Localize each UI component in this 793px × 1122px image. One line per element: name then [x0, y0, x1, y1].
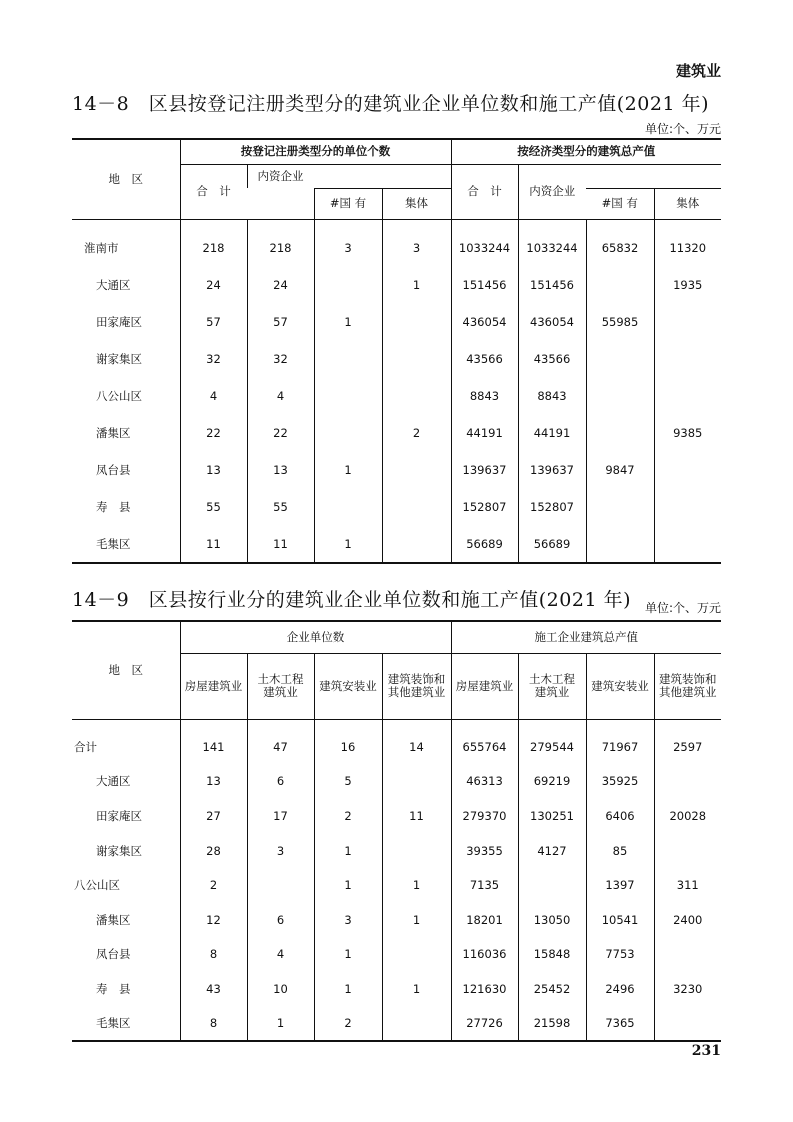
value-cell: 10 [247, 972, 314, 1007]
value-cell: 1033244 [451, 230, 518, 267]
value-cell: 57 [180, 304, 247, 341]
value-cell: 1 [314, 868, 382, 903]
value-cell: 2496 [586, 972, 654, 1007]
value-cell [382, 452, 451, 489]
value-cell [586, 489, 654, 526]
value-cell: 2 [314, 1006, 382, 1041]
value-cell: 1 [314, 972, 382, 1007]
value-cell: 21598 [518, 1006, 586, 1041]
value-cell: 24 [180, 267, 247, 304]
table1-collective-a-header: 集体 [382, 188, 451, 219]
value-cell: 7753 [586, 937, 654, 972]
value-cell [654, 1006, 721, 1041]
value-cell [247, 868, 314, 903]
table2-decor-a-header: 建筑装饰和 其他建筑业 [382, 653, 451, 719]
value-cell: 15848 [518, 937, 586, 972]
table2 [72, 620, 721, 1042]
table-row [72, 868, 721, 903]
table1-total-b-header: 合 计 [451, 164, 518, 219]
section-tag: 建筑业 [675, 62, 721, 80]
value-cell: 28 [180, 833, 247, 868]
table-row [72, 489, 721, 526]
table-row [72, 799, 721, 834]
value-cell: 32 [180, 341, 247, 378]
value-cell: 139637 [451, 452, 518, 489]
table2-civil-b-header: 土木工程 建筑业 [518, 653, 586, 719]
value-cell: 2 [382, 415, 451, 452]
value-cell: 46313 [451, 764, 518, 799]
table-row [72, 902, 721, 937]
value-cell: 1 [382, 972, 451, 1007]
table2-civil-a-header: 土木工程 建筑业 [247, 653, 314, 719]
value-cell: 4 [247, 937, 314, 972]
value-cell: 39355 [451, 833, 518, 868]
value-cell [586, 526, 654, 563]
value-cell: 279370 [451, 799, 518, 834]
value-cell: 121630 [451, 972, 518, 1007]
value-cell: 655764 [451, 730, 518, 765]
value-cell [518, 868, 586, 903]
value-cell: 4127 [518, 833, 586, 868]
value-cell: 116036 [451, 937, 518, 972]
page-number: 231 [691, 1043, 721, 1059]
region-cell: 谢家集区 [96, 843, 142, 858]
value-cell [654, 489, 721, 526]
value-cell: 20028 [654, 799, 721, 834]
table-row [72, 1006, 721, 1041]
region-cell: 田家庵区 [96, 808, 142, 823]
value-cell: 152807 [451, 489, 518, 526]
value-cell [382, 526, 451, 563]
value-cell: 35925 [586, 764, 654, 799]
table2-install-a-header: 建筑安装业 [314, 653, 382, 719]
region-cell: 合计 [74, 739, 97, 754]
table-row [72, 378, 721, 415]
value-cell [586, 378, 654, 415]
value-cell: 139637 [518, 452, 586, 489]
value-cell [654, 304, 721, 341]
value-cell: 436054 [518, 304, 586, 341]
value-cell: 47 [247, 730, 314, 765]
value-cell: 8 [180, 937, 247, 972]
table-row [72, 341, 721, 378]
value-cell: 218 [247, 230, 314, 267]
value-cell: 3 [314, 902, 382, 937]
table-row [72, 526, 721, 563]
value-cell: 22 [247, 415, 314, 452]
value-cell: 9847 [586, 452, 654, 489]
value-cell: 43 [180, 972, 247, 1007]
value-cell [654, 937, 721, 972]
value-cell: 7135 [451, 868, 518, 903]
value-cell: 85 [586, 833, 654, 868]
value-cell: 13 [247, 452, 314, 489]
value-cell: 13050 [518, 902, 586, 937]
value-cell: 1 [314, 526, 382, 563]
value-cell [382, 764, 451, 799]
value-cell: 56689 [518, 526, 586, 563]
value-cell: 27 [180, 799, 247, 834]
value-cell: 1 [314, 833, 382, 868]
value-cell: 311 [654, 868, 721, 903]
value-cell [382, 1006, 451, 1041]
table2-group-a-header: 企业单位数 [180, 621, 451, 653]
region-cell: 寿 县 [96, 500, 131, 514]
table1-group-b-header: 按经济类型分的建筑总产值 [451, 139, 721, 164]
region-cell: 寿 县 [96, 981, 131, 996]
value-cell: 32 [247, 341, 314, 378]
value-cell [654, 452, 721, 489]
table1-domestic-b-header: 内资企业 [518, 164, 586, 219]
value-cell: 130251 [518, 799, 586, 834]
value-cell: 13 [180, 452, 247, 489]
value-cell: 43566 [518, 341, 586, 378]
table-row [72, 730, 721, 765]
value-cell: 1 [247, 1006, 314, 1041]
value-cell: 1 [382, 902, 451, 937]
value-cell: 1 [382, 868, 451, 903]
value-cell: 3 [382, 230, 451, 267]
value-cell: 27726 [451, 1006, 518, 1041]
region-cell: 潘集区 [96, 426, 131, 440]
value-cell: 7365 [586, 1006, 654, 1041]
table1-state-a-header: #国 有 [314, 188, 382, 219]
value-cell: 151456 [451, 267, 518, 304]
value-cell: 16 [314, 730, 382, 765]
value-cell: 65832 [586, 230, 654, 267]
value-cell [382, 833, 451, 868]
value-cell: 57 [247, 304, 314, 341]
region-cell: 谢家集区 [96, 352, 142, 366]
value-cell [654, 764, 721, 799]
table-row [72, 452, 721, 489]
value-cell: 25452 [518, 972, 586, 1007]
table1-group-a-header: 按登记注册类型分的单位个数 [180, 139, 451, 164]
value-cell: 69219 [518, 764, 586, 799]
table-row [72, 764, 721, 799]
table1-domestic-a-header: 内资企业 [247, 164, 451, 188]
value-cell: 5 [314, 764, 382, 799]
value-cell [382, 378, 451, 415]
value-cell [382, 489, 451, 526]
value-cell: 11 [247, 526, 314, 563]
table2-group-b-header: 施工企业建筑总产值 [451, 621, 721, 653]
value-cell [654, 341, 721, 378]
table2-install-b-header: 建筑安装业 [586, 653, 654, 719]
region-cell: 田家庵区 [96, 315, 142, 329]
region-cell: 大通区 [96, 774, 131, 789]
value-cell: 8843 [518, 378, 586, 415]
value-cell: 44191 [518, 415, 586, 452]
value-cell [314, 415, 382, 452]
value-cell: 24 [247, 267, 314, 304]
table-row [72, 415, 721, 452]
value-cell: 6406 [586, 799, 654, 834]
value-cell: 11 [180, 526, 247, 563]
table-row [72, 937, 721, 972]
value-cell: 10541 [586, 902, 654, 937]
value-cell [314, 378, 382, 415]
value-cell: 141 [180, 730, 247, 765]
value-cell [586, 267, 654, 304]
table-row [72, 230, 721, 267]
value-cell: 1397 [586, 868, 654, 903]
table-row [72, 267, 721, 304]
value-cell: 44191 [451, 415, 518, 452]
value-cell: 152807 [518, 489, 586, 526]
value-cell: 55 [180, 489, 247, 526]
value-cell: 12 [180, 902, 247, 937]
value-cell [654, 378, 721, 415]
value-cell [314, 489, 382, 526]
value-cell: 43566 [451, 341, 518, 378]
value-cell [314, 267, 382, 304]
table1-collective-b-header: 集体 [654, 188, 721, 219]
value-cell: 3 [314, 230, 382, 267]
value-cell: 1 [314, 304, 382, 341]
value-cell: 71967 [586, 730, 654, 765]
value-cell [382, 304, 451, 341]
value-cell: 9385 [654, 415, 721, 452]
region-cell: 淮南市 [84, 241, 119, 255]
region-cell: 毛集区 [96, 536, 131, 551]
value-cell: 2597 [654, 730, 721, 765]
value-cell: 17 [247, 799, 314, 834]
region-cell: 八公山区 [96, 389, 142, 403]
table1 [72, 138, 721, 564]
table-row [72, 833, 721, 868]
value-cell: 11 [382, 799, 451, 834]
value-cell: 55 [247, 489, 314, 526]
value-cell: 2 [180, 868, 247, 903]
value-cell: 4 [180, 378, 247, 415]
value-cell: 6 [247, 764, 314, 799]
value-cell: 22 [180, 415, 247, 452]
table2-house-b-header: 房屋建筑业 [451, 653, 518, 719]
value-cell: 1 [382, 267, 451, 304]
value-cell: 56689 [451, 526, 518, 563]
region-cell: 八公山区 [74, 878, 120, 893]
value-cell: 8843 [451, 378, 518, 415]
table2-decor-b-header: 建筑装饰和 其他建筑业 [654, 653, 721, 719]
table2-region-header: 地 区 [72, 621, 180, 719]
table-row [72, 972, 721, 1007]
value-cell [382, 341, 451, 378]
value-cell: 2 [314, 799, 382, 834]
value-cell: 436054 [451, 304, 518, 341]
table1-total-a-header: 合 计 [180, 164, 247, 219]
value-cell: 14 [382, 730, 451, 765]
value-cell: 1 [314, 937, 382, 972]
value-cell: 55985 [586, 304, 654, 341]
value-cell [586, 341, 654, 378]
value-cell: 8 [180, 1006, 247, 1041]
value-cell: 218 [180, 230, 247, 267]
value-cell [654, 526, 721, 563]
value-cell [654, 833, 721, 868]
value-cell: 2400 [654, 902, 721, 937]
value-cell [314, 341, 382, 378]
table1-unit: 单位:个、万元 [644, 122, 721, 136]
value-cell: 4 [247, 378, 314, 415]
value-cell: 6 [247, 902, 314, 937]
value-cell: 151456 [518, 267, 586, 304]
value-cell: 11320 [654, 230, 721, 267]
value-cell: 3 [247, 833, 314, 868]
table2-title: 14－9 区县按行业分的建筑业企业单位数和施工产值(2021 年) [72, 589, 631, 611]
value-cell: 1935 [654, 267, 721, 304]
table2-unit: 单位:个、万元 [644, 601, 721, 615]
region-cell: 大通区 [96, 278, 131, 292]
value-cell: 1 [314, 452, 382, 489]
region-cell: 凤台县 [96, 463, 131, 477]
value-cell: 18201 [451, 902, 518, 937]
region-cell: 潘集区 [96, 912, 131, 927]
table2-house-a-header: 房屋建筑业 [180, 653, 247, 719]
region-cell: 毛集区 [96, 1016, 131, 1031]
value-cell: 1033244 [518, 230, 586, 267]
value-cell: 3230 [654, 972, 721, 1007]
value-cell: 13 [180, 764, 247, 799]
value-cell [382, 937, 451, 972]
table-row [72, 304, 721, 341]
table1-state-b-header: #国 有 [586, 188, 654, 219]
region-cell: 凤台县 [96, 947, 131, 962]
value-cell [586, 415, 654, 452]
value-cell: 279544 [518, 730, 586, 765]
table1-region-header: 地 区 [72, 139, 180, 219]
table1-title: 14－8 区县按登记注册类型分的建筑业企业单位数和施工产值(2021 年) [72, 93, 709, 115]
